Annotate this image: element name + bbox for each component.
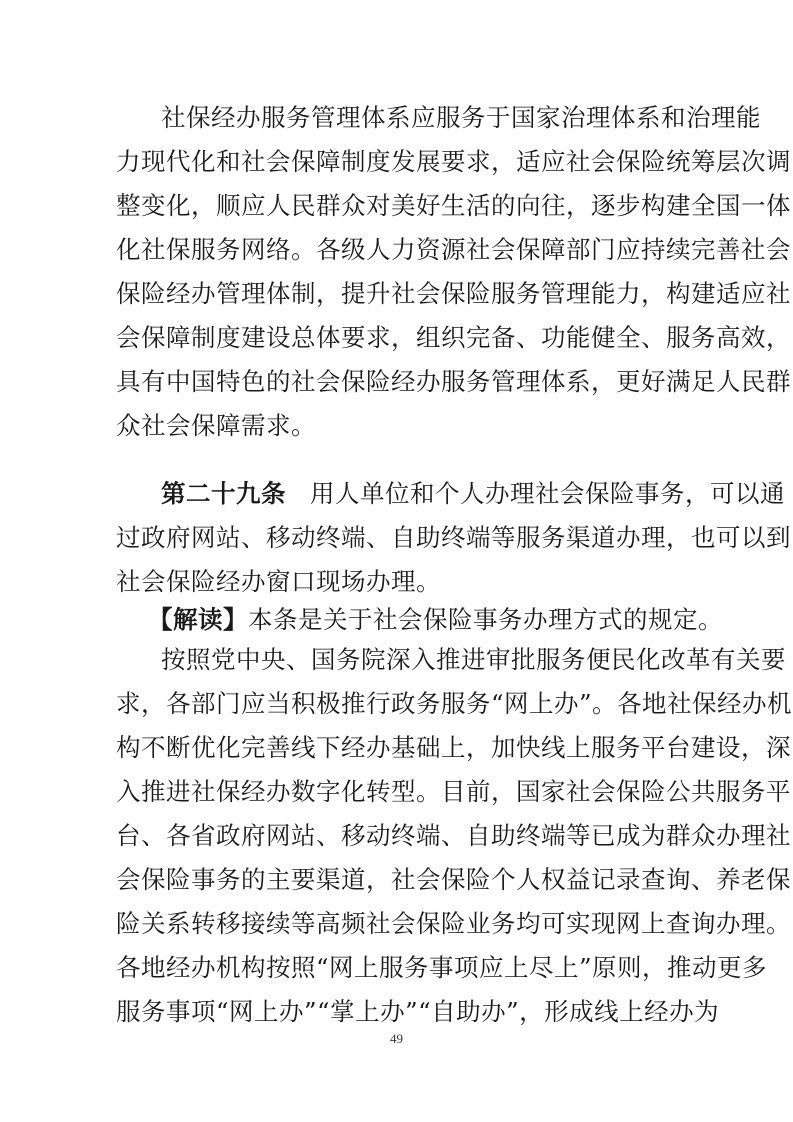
paragraph-line: 险关系转移接续等高频社会保险业务均可实现网上查询办理。: [116, 909, 791, 938]
page-number: 49: [390, 1031, 403, 1046]
paragraph-line: 力现代化和社会保障制度发展要求，适应社会保险统筹层次调: [116, 147, 791, 176]
interpretation-text: 本条是关于社会保险事务办理方式的规定。: [248, 605, 723, 634]
paragraph-line: 入推进社保经办数字化转型。目前，国家社会保险公共服务平: [116, 777, 791, 806]
paragraph-line: 会保险事务的主要渠道，社会保险个人权益记录查询、养老保: [116, 865, 791, 894]
interpretation-line: [148, 600, 723, 640]
paragraph-line: 整变化，顺应人民群众对美好生活的向往，逐步构建全国一体: [116, 191, 791, 220]
article-heading: 第二十九条: [161, 479, 286, 508]
paragraph-line: 会保障制度建设总体要求，组织完备、功能健全、服务高效，: [116, 323, 791, 352]
paragraph-line: 服务事项“网上办”“掌上办”“自助办”，形成线上经办为: [116, 997, 720, 1026]
article-text: 用人单位和个人办理社会保险事务，可以通: [310, 479, 785, 508]
article-first-line: [161, 474, 785, 514]
paragraph-line: 具有中国特色的社会保险经办服务管理体系，更好满足人民群: [116, 367, 791, 396]
paragraph-line: 社保经办服务管理体系应服务于国家治理体系和治理能: [161, 103, 761, 132]
paragraph-line: 台、各省政府网站、移动终端、自助终端等已成为群众办理社: [116, 821, 791, 850]
paragraph-line: 保险经办管理体制，提升社会保险服务管理能力，构建适应社: [116, 279, 791, 308]
paragraph-line: 按照党中央、国务院深入推进审批服务便民化改革有关要: [161, 645, 786, 674]
paragraph-line: 众社会保障需求。: [116, 411, 316, 440]
interpretation-label: 【解读】: [148, 605, 248, 634]
article-line: 社会保险经办窗口现场办理。: [116, 567, 441, 596]
paragraph-line: 构不断优化完善线下经办基础上，加快线上服务平台建设，深: [116, 733, 791, 762]
paragraph-line: 化社保服务网络。各级人力资源社会保障部门应持续完善社会: [116, 235, 791, 264]
paragraph-line: 各地经办机构按照“网上服务事项应上尽上”原则，推动更多: [116, 953, 768, 982]
paragraph-line: 求，各部门应当积极推行政务服务“网上办”。各地社保经办机: [116, 689, 793, 718]
article-line: 过政府网站、移动终端、自助终端等服务渠道办理，也可以到: [116, 523, 791, 552]
